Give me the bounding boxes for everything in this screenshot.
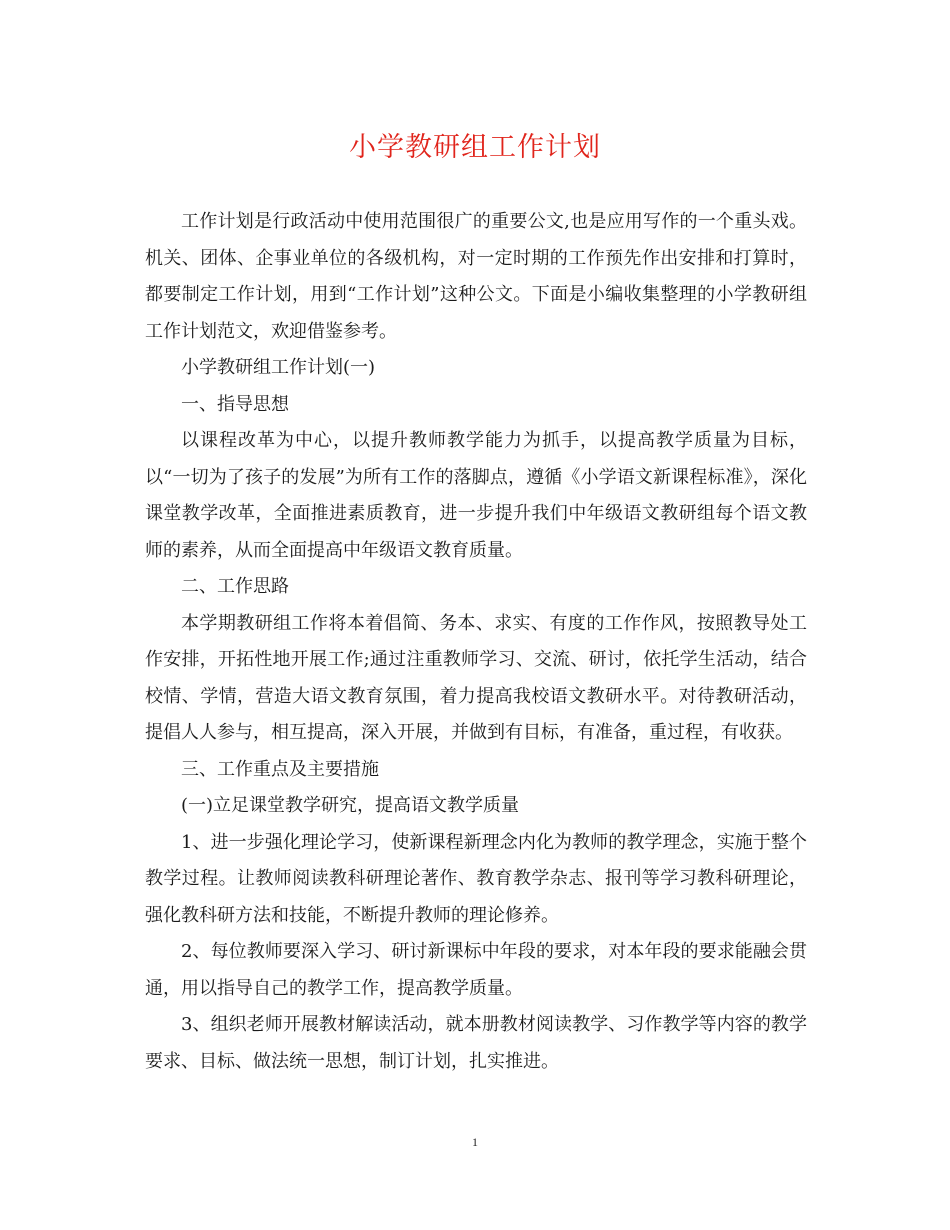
list-item-1: 1、进一步强化理论学习，使新课程新理念内化为教师的教学理念，实施于整个教学过程。让教师阅读教科研理论著作、教育教学杂志、报刊等学习教科研理论，强化教科研方法和技能，不断提升教师的理论修养。 [145, 831, 807, 926]
list-item-2: 2、每位教师要深入学习、研讨新课标中年段的要求，对本年段的要求能融会贯通，用以指导自己的教学工作，提高教学质量。 [145, 941, 807, 999]
paragraph-guiding-ideas: 以课程改革为中心，以提升教师教学能力为抓手，以提高教学质量为目标，以“一切为了孩子的发展”为所有工作的落脚点，遵循《小学语文新课程标准》，深化课堂教学改革，全面推进素质教育，进一步提升我们中年级语文教研组每个语文教师的素养，从而全面提高中年级语文教育质量。 [145, 430, 807, 561]
document-title: 小学教研组工作计划 [349, 132, 601, 163]
section-heading-work-approach: 二、工作思路 [181, 576, 289, 597]
section-heading-key-measures: 三、工作重点及主要措施 [181, 758, 379, 780]
paragraph-work-approach: 本学期教研组工作将本着倡简、务本、求实、有度的工作作风，按照教导处工作安排，开拓性地开展工作;通过注重教师学习、交流、研讨，依托学生活动，结合校情、学情，营造大语文教育氛围，着力提高我校语文教研水平。对待教研活动，提倡人人参与，相互提高，深入开展，并做到有目标，有准备，重过程，有收获。 [145, 612, 807, 743]
document-body [145, 204, 807, 1080]
section-heading-guiding-ideas: 一、指导思想 [181, 393, 289, 415]
paragraph-intro: 工作计划是行政活动中使用范围很广的重要公文,也是应用写作的一个重头戏。机关、团体、企事业单位的各级机构，对一定时期的工作预先作出安排和打算时，都要制定工作计划，用到“工作计划”这种公文。下面是小编收集整理的小学教研组工作计划范文，欢迎借鉴参考。 [145, 211, 807, 342]
list-item-3: 3、组织老师开展教材解读活动，就本册教材阅读教学、习作教学等内容的教学要求、目标、做法统一思想，制订计划，扎实推进。 [145, 1014, 807, 1072]
paragraph-plan-heading: 小学教研组工作计划(一) [181, 357, 376, 378]
subsection-heading-classroom-research: (一)立足课堂教学研究，提高语文教学质量 [181, 795, 520, 816]
page-number: 1 [472, 1135, 478, 1149]
